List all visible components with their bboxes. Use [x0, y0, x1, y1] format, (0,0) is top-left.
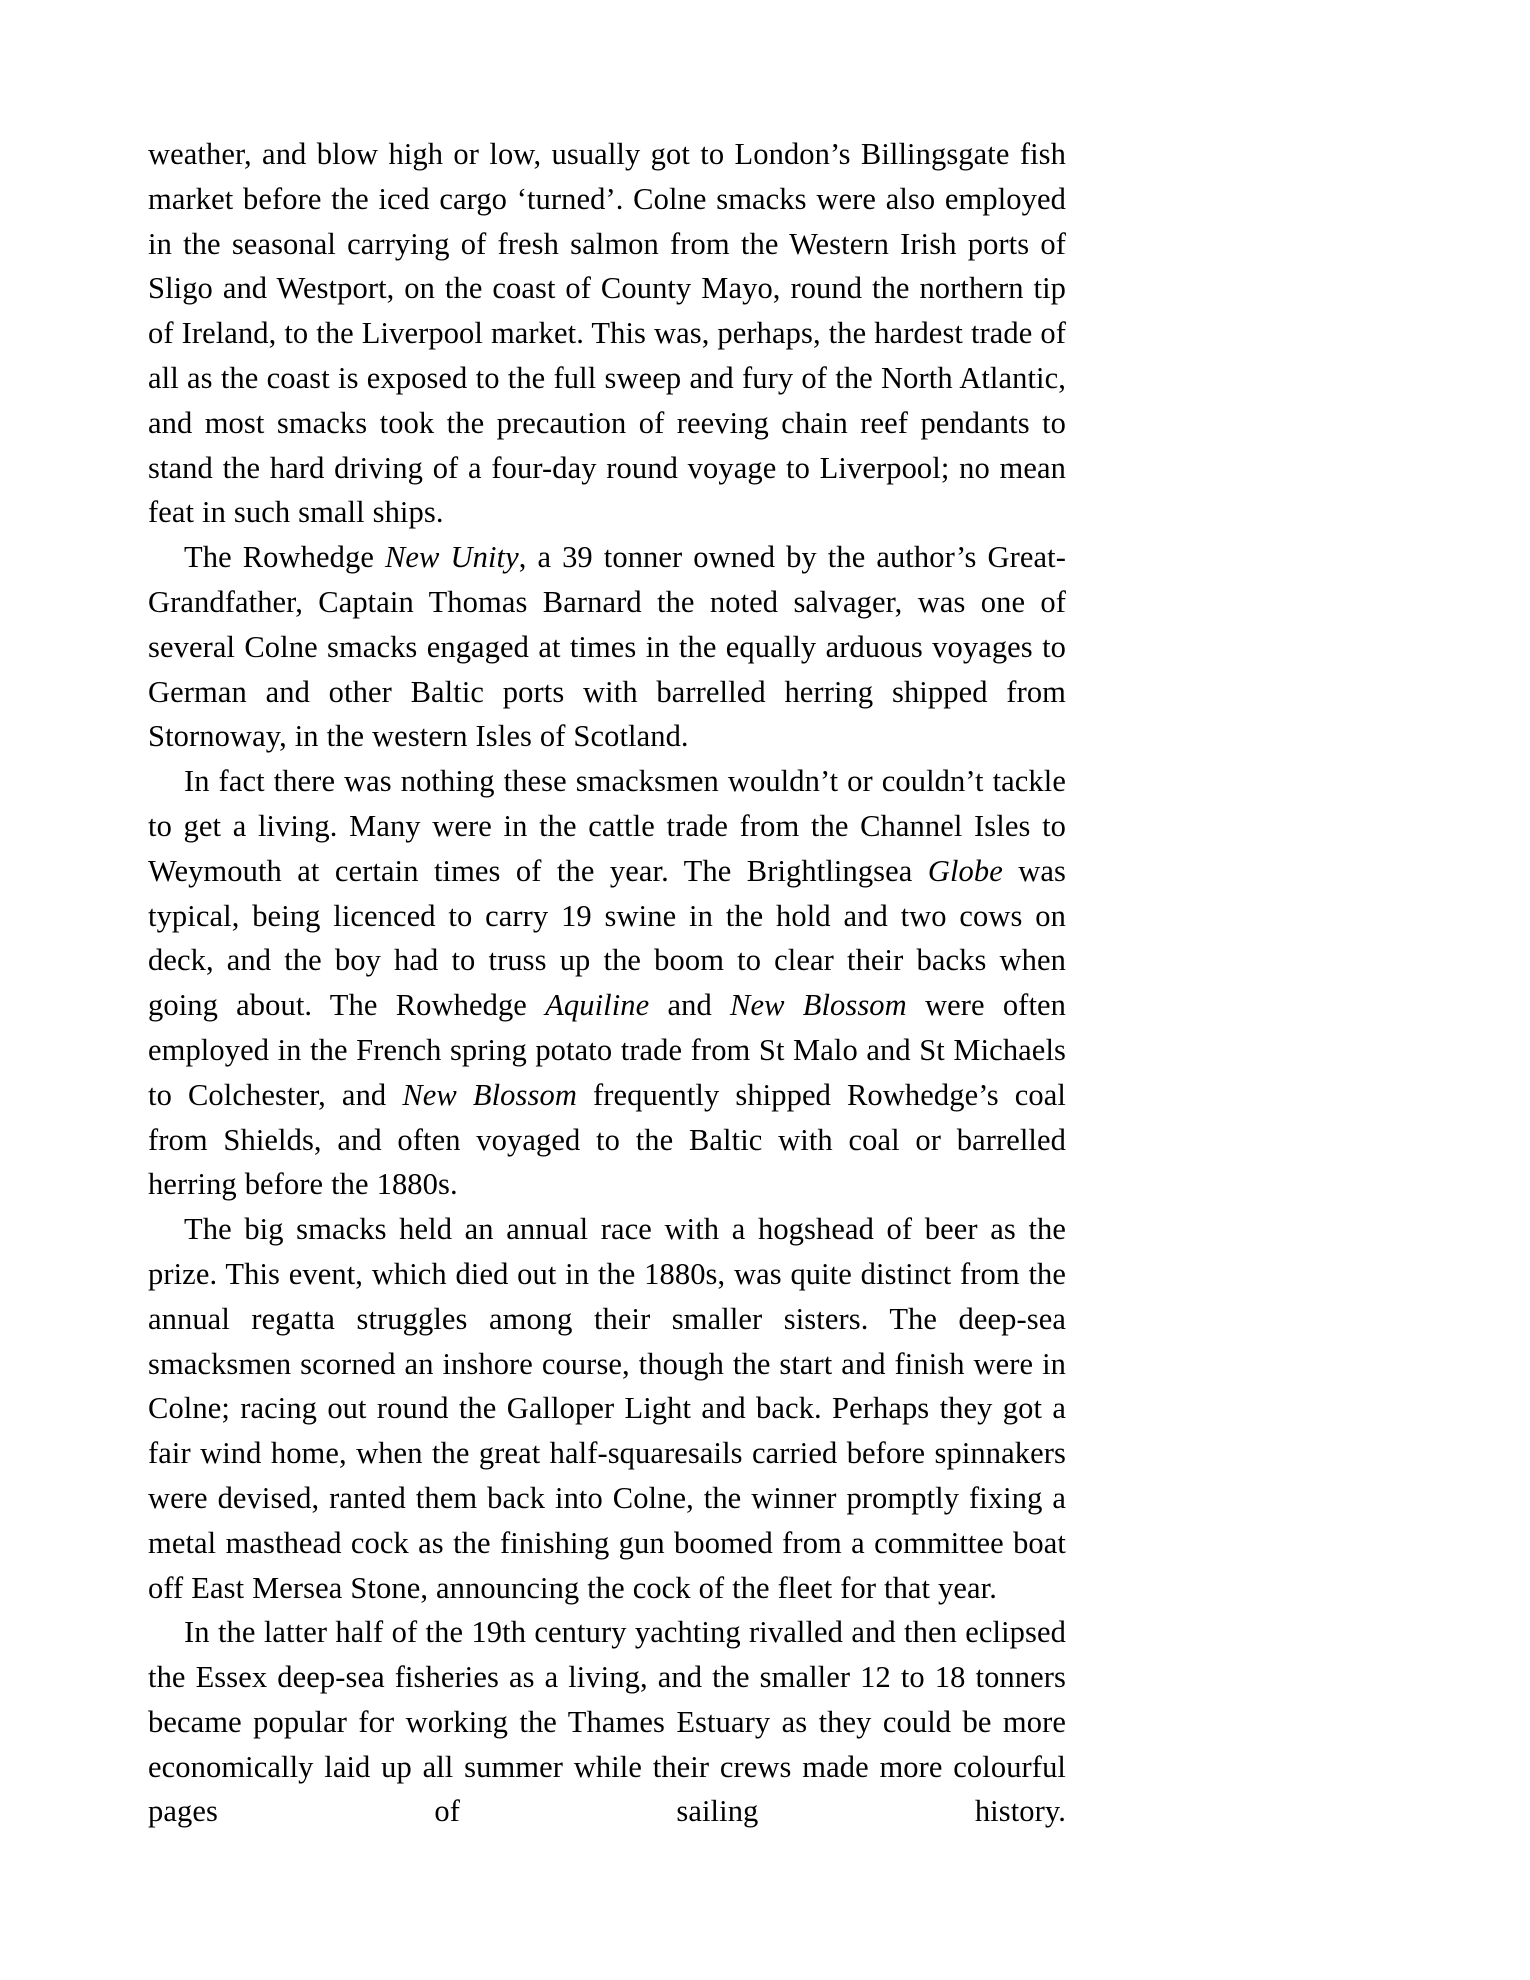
text-run: The Rowhedge — [184, 540, 385, 575]
paragraph — [148, 759, 1066, 1207]
text-run: weather, and blow high or low, usually got to London’s Billingsgate fish market before the iced cargo ‘turned’. Colne smacks were also employed in the seasonal carrying of fresh salmon from the Western Irish ports of Sligo and Westport, on the coast of County Mayo, round the northern tip of Ireland, to the Liverpool market. This was, perhaps, the hardest trade of all as the coast is exposed to the full sweep and fury of the North Atlantic, and most smacks took the precaution of reeving chain reef pendants to stand the hard driving of a four-day round voyage to Liverpool; no mean feat in such small ships. — [148, 137, 1066, 530]
paragraph — [148, 535, 1066, 759]
text-run: frequently shipped Rowhedge’s coal from Shields, and often voyaged to the Baltic with coal or barrelled herring before the 1880s. — [148, 1077, 1066, 1202]
paragraph — [148, 1207, 1066, 1610]
vessel-name-italic: Globe — [927, 853, 1003, 888]
vessel-name-italic: New Blossom — [402, 1077, 577, 1112]
text-run: , a 39 tonner owned by the author’s Great-Grandfather, Captain Thomas Barnard the noted salvager, was one of several Colne smacks engaged at times in the equally arduous voyages to German and other Baltic ports with barrelled herring shipped from Stornoway, in the western Isles of Scotland. — [148, 540, 1066, 754]
text-run: In the latter half of the 19th century yachting rivalled and then eclipsed the Essex deep-sea fisheries as a living, and the smaller 12 to 18 tonners became popular for working the Thames Estuary as they could be more economically laid up all summer while their crews made more colourful pages of sailing history. — [148, 1615, 1066, 1829]
text-run: In fact there was nothing these smacksmen wouldn’t or couldn’t tackle to get a living. Many were in the cattle trade from the Channel Isles to Weymouth at certain times of the year. The Brightlingsea — [148, 764, 1066, 888]
text-run: were often employed in the French spring potato trade from St Malo and St Michaels to Colchester, and — [148, 988, 1067, 1112]
vessel-name-italic: New Blossom — [730, 988, 907, 1023]
vessel-name-italic: Aquiline — [545, 988, 650, 1023]
text-run: and — [649, 988, 730, 1023]
paragraph — [148, 132, 1066, 535]
vessel-name-italic: New Unity — [384, 540, 519, 575]
text-run: was typical, being licenced to carry 19 swine in the hold and two cows on deck, and the boy had to truss up the boom to clear their backs when going about. The Rowhedge — [148, 853, 1066, 1023]
text-run: The big smacks held an annual race with a hogshead of beer as the prize. This event, which died out in the 1880s, was quite distinct from the annual regatta struggles among their smaller sisters. The deep-sea smacksmen scorned an inshore course, though the start and finish were in Colne; racing out round the Galloper Light and back. Perhaps they got a fair wind home, when the great half-squaresails carried before spinnakers were devised, ranted them back into Colne, the winner promptly fixing a metal masthead cock as the finishing gun boomed from a committee boat off East Mersea Stone, announcing the cock of the fleet for that year. — [148, 1212, 1066, 1605]
text-column — [148, 132, 1066, 1879]
paragraph — [148, 1610, 1066, 1879]
